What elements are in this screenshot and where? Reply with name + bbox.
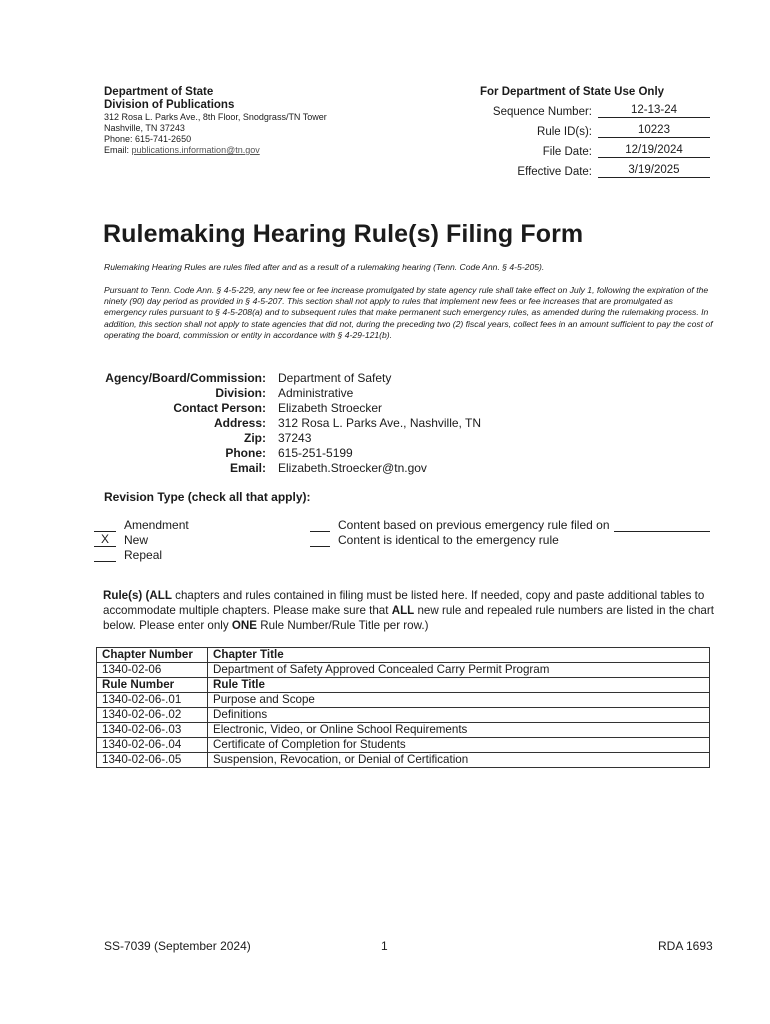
agency-value: Department of Safety (278, 371, 392, 385)
identical-checkmark[interactable] (310, 546, 330, 547)
division-row (100, 386, 481, 401)
file-date-field (480, 144, 710, 158)
sequence-number-value: 12-13-24 (598, 103, 710, 118)
table-row (97, 708, 710, 723)
sos-email-link[interactable]: publications.information@tn.gov (131, 145, 260, 155)
revision-option-repeal[interactable] (94, 547, 189, 562)
zip-row (100, 431, 481, 446)
agency-label: Agency/Board/Commission: (105, 371, 266, 385)
agency-info (100, 371, 481, 476)
rules-note-b2: ALL (391, 604, 415, 617)
table-row (97, 753, 710, 768)
revision-option-identical[interactable] (310, 532, 710, 547)
rule-title-header: Rule Title (208, 678, 710, 693)
intro-fee-notice: Pursuant to Tenn. Code Ann. § 4-5-229, any new fee or fee increase promulgated by state agency rule shall take effect on July 1, following the expiration of the ninety (90) day period as provided in § 4-5-207. This section shall not apply to rules that implement new fees or fee increases that are promulgated as emergency rules pursuant to § 4-5-208(a) and to subsequent rules that make permanent such emergency rules, as amended during the rulemaking process. In addition, this section shall not apply to state agencies that did not, during the preceding two (2) fiscal years, collect fees in an amount sufficient to pay the cost of operating the board, commission or entity in accordance with § 4-29-121(b). (104, 285, 713, 340)
rule-id-label: Rule ID(s): (537, 126, 592, 138)
rules-note-p4: Rule Number/Rule Title per row.) (257, 619, 429, 632)
new-label: New (124, 533, 149, 547)
rule-number-cell: 1340-02-06-.05 (97, 753, 208, 768)
emergency-based-checkmark[interactable] (310, 531, 330, 532)
contact-label: Contact Person: (173, 401, 266, 415)
rule-number-cell: 1340-02-06-.03 (97, 723, 208, 738)
rules-note-p1: Rule(s) ( (103, 589, 150, 602)
email-label: Email: (229, 461, 266, 475)
repeal-checkmark[interactable] (94, 561, 116, 562)
sequence-number-label: Sequence Number: (492, 106, 592, 118)
footer-form-id: SS-7039 (September 2024) (104, 939, 251, 953)
address-row (100, 416, 481, 431)
zip-value: 37243 (278, 431, 312, 445)
new-checkmark[interactable]: X (94, 533, 116, 547)
rule-number-cell: 1340-02-06-.02 (97, 708, 208, 723)
file-date-value: 12/19/2024 (598, 143, 710, 158)
phone-row (100, 446, 481, 461)
sequence-number-field (480, 104, 710, 118)
address-value: 312 Rosa L. Parks Ave., Nashville, TN (278, 416, 481, 430)
form-title: Rulemaking Hearing Rule(s) Filing Form (103, 220, 584, 248)
revision-type-right (310, 517, 710, 547)
footer-rda: RDA 1693 (658, 939, 713, 953)
file-date-label: File Date: (542, 146, 592, 158)
dept-name: Department of State (104, 86, 214, 98)
rule-number-cell: 1340-02-06-.01 (97, 693, 208, 708)
chapter-number-cell: 1340-02-06 (97, 663, 208, 678)
repeal-label: Repeal (124, 548, 163, 562)
rule-number-header: Rule Number (97, 678, 208, 693)
revision-option-emergency-based[interactable] (310, 517, 710, 532)
amendment-label: Amendment (124, 518, 189, 532)
email-row (100, 461, 481, 476)
rules-note-p2: chapters and rules contained in filing must be listed here. If needed, copy and paste additional tables to accommodate multiple chapters. Please make sure that (103, 589, 705, 617)
chapter-title-cell: Department of Safety Approved Concealed Carry Permit Program (208, 663, 710, 678)
rule-title-cell: Certificate of Completion for Students (208, 738, 710, 753)
rule-title-cell: Purpose and Scope (208, 693, 710, 708)
rule-id-value: 10223 (598, 123, 710, 138)
rules-table (96, 647, 710, 768)
table-row (97, 738, 710, 753)
emergency-based-label: Content based on previous emergency rule filed on (338, 518, 610, 532)
rules-instructions (103, 588, 715, 633)
rules-note-p3: new rule and repealed rule numbers are listed in the chart below. Please enter only (103, 604, 714, 632)
email-value: Elizabeth.Stroecker@tn.gov (278, 461, 427, 475)
sos-email-line (104, 145, 327, 156)
address-label: Address: (213, 416, 266, 430)
emergency-date-blank[interactable] (614, 518, 710, 532)
sos-contact-block (104, 86, 327, 156)
revision-option-amendment[interactable] (94, 517, 189, 532)
sos-city: Nashville, TN 37243 (104, 123, 185, 133)
agency-row (100, 371, 481, 386)
chapter-row (97, 663, 710, 678)
table-row (97, 723, 710, 738)
effective-date-field (480, 164, 710, 178)
footer-page-number: 1 (381, 939, 388, 953)
chapter-title-header: Chapter Title (208, 648, 710, 663)
rule-title-cell: Electronic, Video, or Online School Requirements (208, 723, 710, 738)
contact-value: Elizabeth Stroecker (278, 401, 383, 415)
rules-note-b3: ONE (231, 619, 258, 632)
rule-number-cell: 1340-02-06-.04 (97, 738, 208, 753)
table-row (97, 693, 710, 708)
state-use-block (480, 86, 710, 178)
effective-date-value: 3/19/2025 (598, 163, 710, 178)
zip-label: Zip: (244, 431, 266, 445)
state-use-title: For Department of State Use Only (480, 86, 665, 98)
phone-value: 615-251-5199 (278, 446, 353, 460)
rule-title-cell: Suspension, Revocation, or Denial of Certification (208, 753, 710, 768)
contact-row (100, 401, 481, 416)
phone-label: Phone: (225, 446, 266, 460)
chapter-number-header: Chapter Number (97, 648, 208, 663)
division-name: Division of Publications (104, 99, 235, 111)
sos-phone: Phone: 615-741-2650 (104, 134, 192, 144)
division-label: Division: (215, 386, 266, 400)
revision-option-new[interactable] (94, 532, 189, 547)
rule-header-row (97, 678, 710, 693)
division-value: Administrative (278, 386, 354, 400)
rule-id-field (480, 124, 710, 138)
sos-email-label: Email: (104, 145, 132, 155)
rules-note-b1: ALL (149, 589, 172, 602)
revision-type-left (94, 517, 189, 562)
intro-definition: Rulemaking Hearing Rules are rules filed after and as a result of a rulemaking hearing (Tenn. Code Ann. § 4-5-205). (104, 262, 545, 272)
identical-label: Content is identical to the emergency rule (338, 533, 559, 547)
effective-date-label: Effective Date: (517, 166, 592, 178)
revision-type-heading: Revision Type (check all that apply): (104, 490, 311, 504)
sos-address: 312 Rosa L. Parks Ave., 8th Floor, Snodgrass/TN Tower (104, 112, 327, 122)
rule-title-cell: Definitions (208, 708, 710, 723)
chapter-header-row (97, 648, 710, 663)
